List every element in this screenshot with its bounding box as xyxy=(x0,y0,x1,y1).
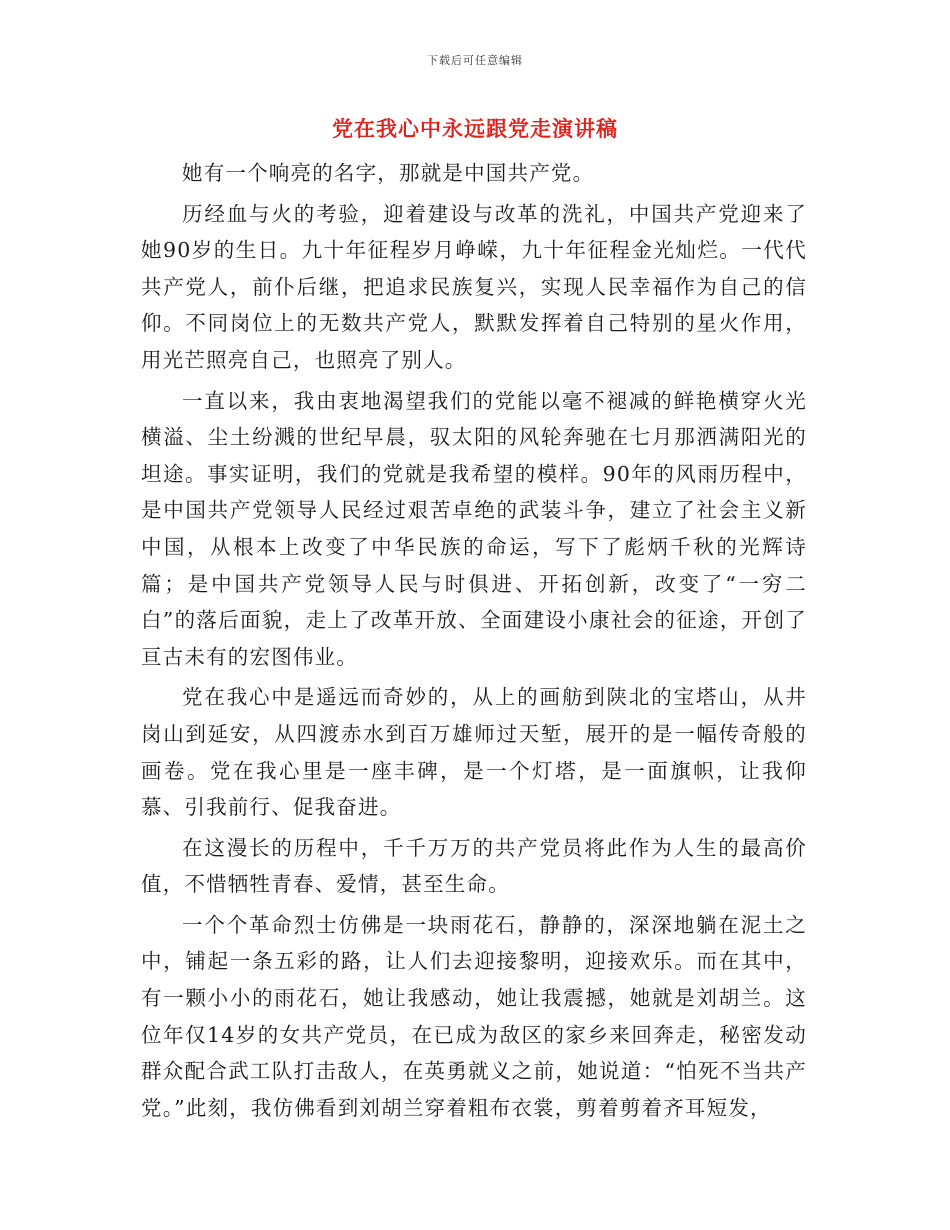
paragraph-6: 一个个革命烈士仿佛是一块雨花石，静静的，深深地躺在泥土之中，铺起一条五彩的路，让人们去迎接黎明，迎接欢乐。而在其中，有一颗小小的雨花石，她让我感动，她让我震撼，她就是刘胡兰。这位年仅14岁的女共产党员，在已成为敌区的家乡来回奔走，秘密发动群众配合武工队打击敌人，在英勇就义之前，她说道：“怕死不当共产党。”此刻，我仿佛看到刘胡兰穿着粗布衣裳，剪着剪着齐耳短发， xyxy=(141,912,807,1120)
paragraph-3: 一直以来，我由衷地渴望我们的党能以毫不褪减的鲜艳横穿火光横溢、尘土纷溅的世纪早晨，驭太阳的风轮奔驰在七月那洒满阳光的坦途。事实证明，我们的党就是我希望的模样。90年的风雨历程中，是中国共产党领导人民经过艰苦卓绝的武装斗争，建立了社会主义新中国，从根本上改变了中华民族的命运，写下了彪炳千秋的光辉诗篇；是中国共产党领导人民与时俱进、开拓创新，改变了“一穷二白”的落后面貌，走上了改革开放、全面建设小康社会的征途，开创了亘古未有的宏图伟业。 xyxy=(141,388,807,669)
paragraph-4: 党在我心中是遥远而奇妙的，从上的画舫到陕北的宝塔山，从井岗山到延安，从四渡赤水到百万雄师过天堑，展开的是一幅传奇般的画卷。党在我心里是一座丰碑，是一个灯塔，是一面旗帜，让我仰慕、引我前行、促我奋进。 xyxy=(141,685,807,820)
document-title: 党在我心中永远跟党走演讲稿 xyxy=(332,116,618,141)
document-body xyxy=(141,155,807,1130)
paragraph-1: 她有一个响亮的名字，那就是中国共产党。 xyxy=(182,161,595,185)
paragraph-2: 历经血与火的考验，迎着建设与改革的洗礼，中国共产党迎来了她90岁的生日。九十年征程岁月峥嵘，九十年征程金光灿烂。一代代共产党人，前仆后继，把追求民族复兴，实现人民幸福作为自己的信仰。不同岗位上的无数共产党人，默默发挥着自己特别的星火作用，用光芒照亮自己，也照亮了别人。 xyxy=(141,201,807,372)
header-note: 下载后可任意编辑 xyxy=(427,54,523,67)
paragraph-5: 在这漫长的历程中，千千万万的共产党员将此作为人生的最高价值，不惜牺牲青春、爱情，甚至生命。 xyxy=(141,835,807,897)
